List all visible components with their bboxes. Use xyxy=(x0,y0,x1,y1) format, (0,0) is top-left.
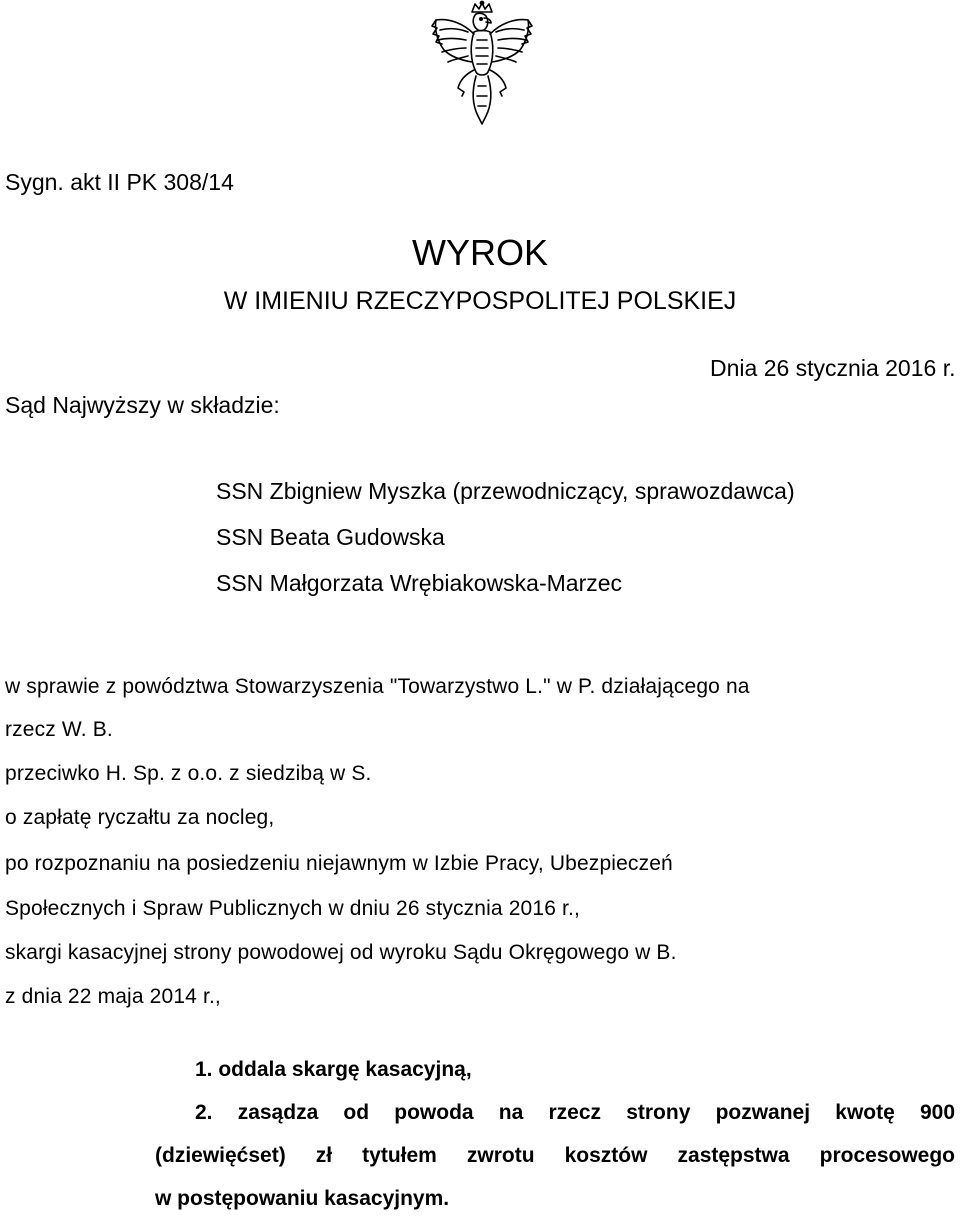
judge-line: SSN Zbigniew Myszka (przewodniczący, sprawozdawca) xyxy=(216,478,795,504)
ruling-item-2-line-3: w postępowaniu kasacyjnym. xyxy=(155,1187,450,1210)
court-composition-label: Sąd Najwyższy w składzie: xyxy=(5,392,280,418)
judgment-date: Dnia 26 stycznia 2016 r. xyxy=(710,355,956,381)
case-signature: Sygn. akt II PK 308/14 xyxy=(5,169,234,195)
case-text-line: z dnia 22 maja 2014 r., xyxy=(5,985,221,1008)
case-text-line: przeciwko H. Sp. z o.o. z siedzibą w S. xyxy=(5,762,372,785)
document-subtitle: W IMIENIU RZECZYPOSPOLITEJ POLSKIEJ xyxy=(223,287,737,315)
ruling-item-1: 1. oddala skargę kasacyjną, xyxy=(195,1058,472,1081)
case-text-line: skargi kasacyjnej strony powodowej od wyroku Sądu Okręgowego w B. xyxy=(5,941,677,964)
case-text-line: po rozpoznaniu na posiedzeniu niejawnym w Izbie Pracy, Ubezpieczeń xyxy=(5,852,673,875)
case-text-line: o zapłatę ryczałtu za nocleg, xyxy=(5,806,275,829)
judge-line: SSN Małgorzata Wrębiakowska-Marzec xyxy=(216,570,623,596)
ruling-item-2-line-1: 2. zasądza od powoda na rzecz strony pozwanej kwotę 900 xyxy=(195,1101,955,1124)
document-title: WYROK xyxy=(411,232,548,273)
judge-line: SSN Beata Gudowska xyxy=(216,524,445,550)
case-text-line: w sprawie z powództwa Stowarzyszenia "Towarzystwo L." w P. działającego na xyxy=(5,675,750,698)
case-text-line: Społecznych i Spraw Publicznych w dniu 26 stycznia 2016 r., xyxy=(5,897,580,920)
polish-eagle-emblem-icon xyxy=(428,0,536,128)
ruling-item-2-line-2: (dziewięćset) zł tytułem zwrotu kosztów zastępstwa procesowego xyxy=(155,1144,955,1167)
case-text-line: rzecz W. B. xyxy=(5,718,113,741)
